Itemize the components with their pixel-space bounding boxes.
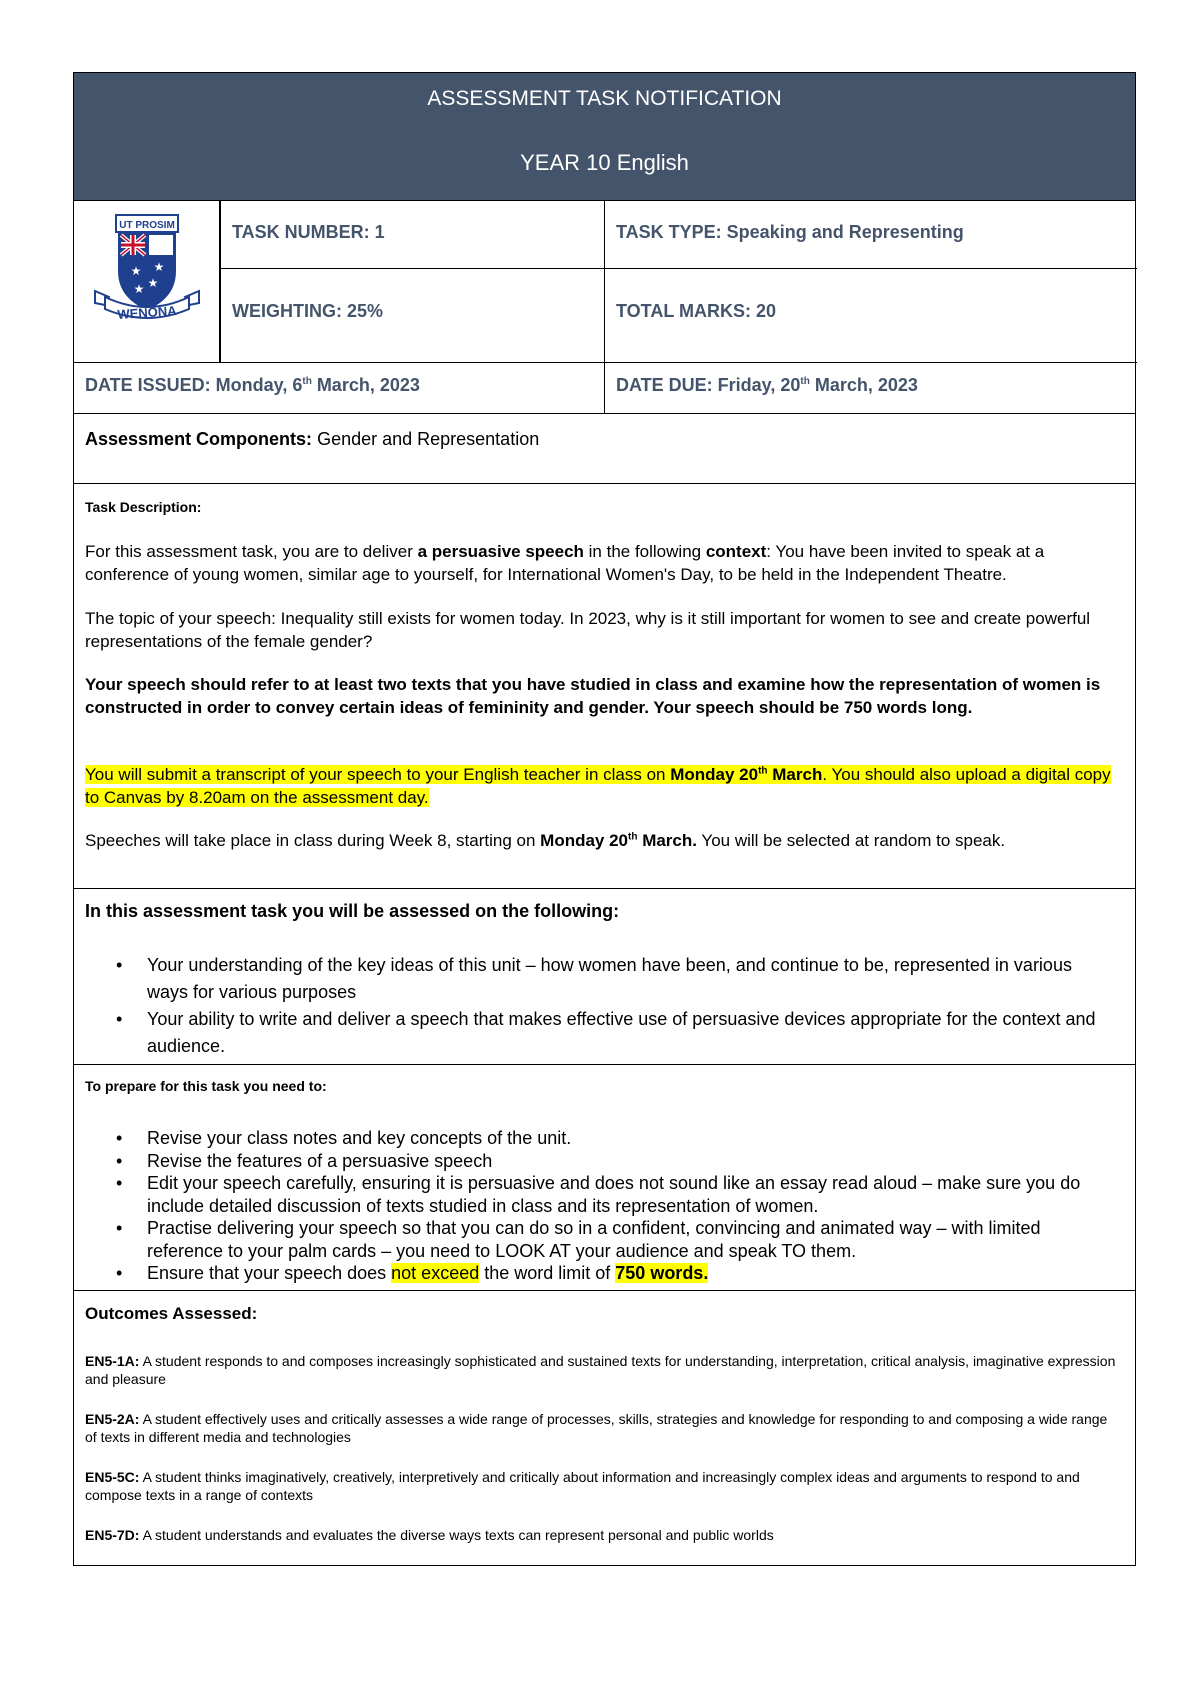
school-crest-logo (91, 213, 203, 325)
list-item: • Practise delivering your speech so that you can do so in a confident, convincing and animated way – with limited reference to your palm cards – you need to LOOK AT your audience and speak TO them. (147, 1217, 1115, 1262)
description-paragraph-submission: You will submit a transcript of your speech to your English teacher in class on Monday 20th March. You should also upload a digital copy to Canvas by 8.20am on the assessment day. (85, 765, 1111, 807)
task-description (73, 484, 1136, 889)
assessment-notification-document (73, 72, 1136, 1566)
task-info-grid (73, 201, 1136, 414)
svg-text:★: ★ (153, 260, 165, 274)
svg-text:★: ★ (147, 276, 159, 290)
criteria-list (116, 952, 1115, 1060)
outcome-item: EN5-2A: A student effectively uses and critically assesses a wide range of processes, skills, strategies and knowledge for responding to and composing a wide range of texts in different media and technologies (85, 1411, 1108, 1445)
date-due: DATE DUE: Friday, 20th March, 2023 (616, 375, 918, 395)
outcomes-heading: Outcomes Assessed: (85, 1304, 258, 1323)
description-paragraph-topic: The topic of your speech: Inequality still exists for women today. In 2023, why is it still important for women to see and create powerful representations of the female gender? (85, 609, 1091, 651)
description-paragraph-context: For this assessment task, you are to deliver a persuasive speech in the following context: You have been invited to speak at a conference of young women, similar age to yourself, for International Women's Day, to be held in the Independent Theatre. (85, 542, 1045, 584)
weighting: WEIGHTING: 25% (232, 301, 384, 321)
task-number: TASK NUMBER: 1 (232, 222, 385, 242)
description-paragraph-schedule: Speeches will take place in class during Week 8, starting on Monday 20th March. You will be selected at random to speak. (85, 831, 1006, 850)
school-logo-cell (74, 201, 220, 362)
description-paragraph-requirements: Your speech should refer to at least two texts that you have studied in class and examine how the representation of women is constructed in order to convey certain ideas of femininity and gender. Your speech should be 750 words long. (85, 675, 1101, 717)
criteria-heading: In this assessment task you will be assessed on the following: (85, 901, 620, 921)
outcomes-assessed (73, 1291, 1136, 1566)
logo-name: WENONA (116, 302, 178, 323)
list-item: • Your ability to write and deliver a speech that makes effective use of persuasive devices appropriate for the context and audience. (147, 1006, 1115, 1060)
document-header (73, 72, 1136, 201)
list-item: • Your understanding of the key ideas of this unit – how women have been, and continue to be, represented in various ways for various purposes (147, 952, 1115, 1006)
list-item: • Edit your speech carefully, ensuring it is persuasive and does not sound like an essay read aloud – make sure you do include detailed discussion of texts studied in class and its representation of women. (147, 1172, 1115, 1217)
logo-motto: UT PROSIM (119, 220, 175, 231)
svg-text:★: ★ (130, 264, 142, 278)
description-heading: Task Description: (85, 499, 202, 515)
list-item: • Ensure that your speech does not exceed the word limit of 750 words. (147, 1262, 1115, 1285)
prepare-heading: To prepare for this task you need to: (85, 1078, 327, 1094)
svg-text:★: ★ (133, 282, 145, 296)
components-value: Gender and Representation (312, 429, 540, 449)
assessment-criteria (73, 889, 1136, 1065)
components-label: Assessment Components: (85, 429, 313, 449)
list-item: • Revise your class notes and key concepts of the unit. (147, 1127, 1115, 1150)
total-marks: TOTAL MARKS: 20 (616, 301, 777, 321)
header-title: ASSESSMENT TASK NOTIFICATION (427, 87, 782, 110)
preparation-steps (73, 1065, 1136, 1291)
task-type: TASK TYPE: Speaking and Representing (616, 222, 964, 242)
outcome-item: EN5-7D: A student understands and evaluates the diverse ways texts can represent personal and public worlds (85, 1527, 774, 1543)
date-issued: DATE ISSUED: Monday, 6th March, 2023 (85, 375, 420, 395)
outcome-item: EN5-1A: A student responds to and composes increasingly sophisticated and sustained texts for understanding, interpretation, critical analysis, imaginative expression and pleasure (85, 1353, 1116, 1387)
outcome-item: EN5-5C: A student thinks imaginatively, creatively, interpretively and critically about information and increasingly complex ideas and arguments to respond to and compose texts in a range of contexts (85, 1469, 1080, 1503)
assessment-components (73, 414, 1136, 484)
list-item: • Revise the features of a persuasive speech (147, 1150, 1115, 1173)
prepare-list (116, 1127, 1115, 1285)
header-subtitle: YEAR 10 English (520, 150, 689, 175)
